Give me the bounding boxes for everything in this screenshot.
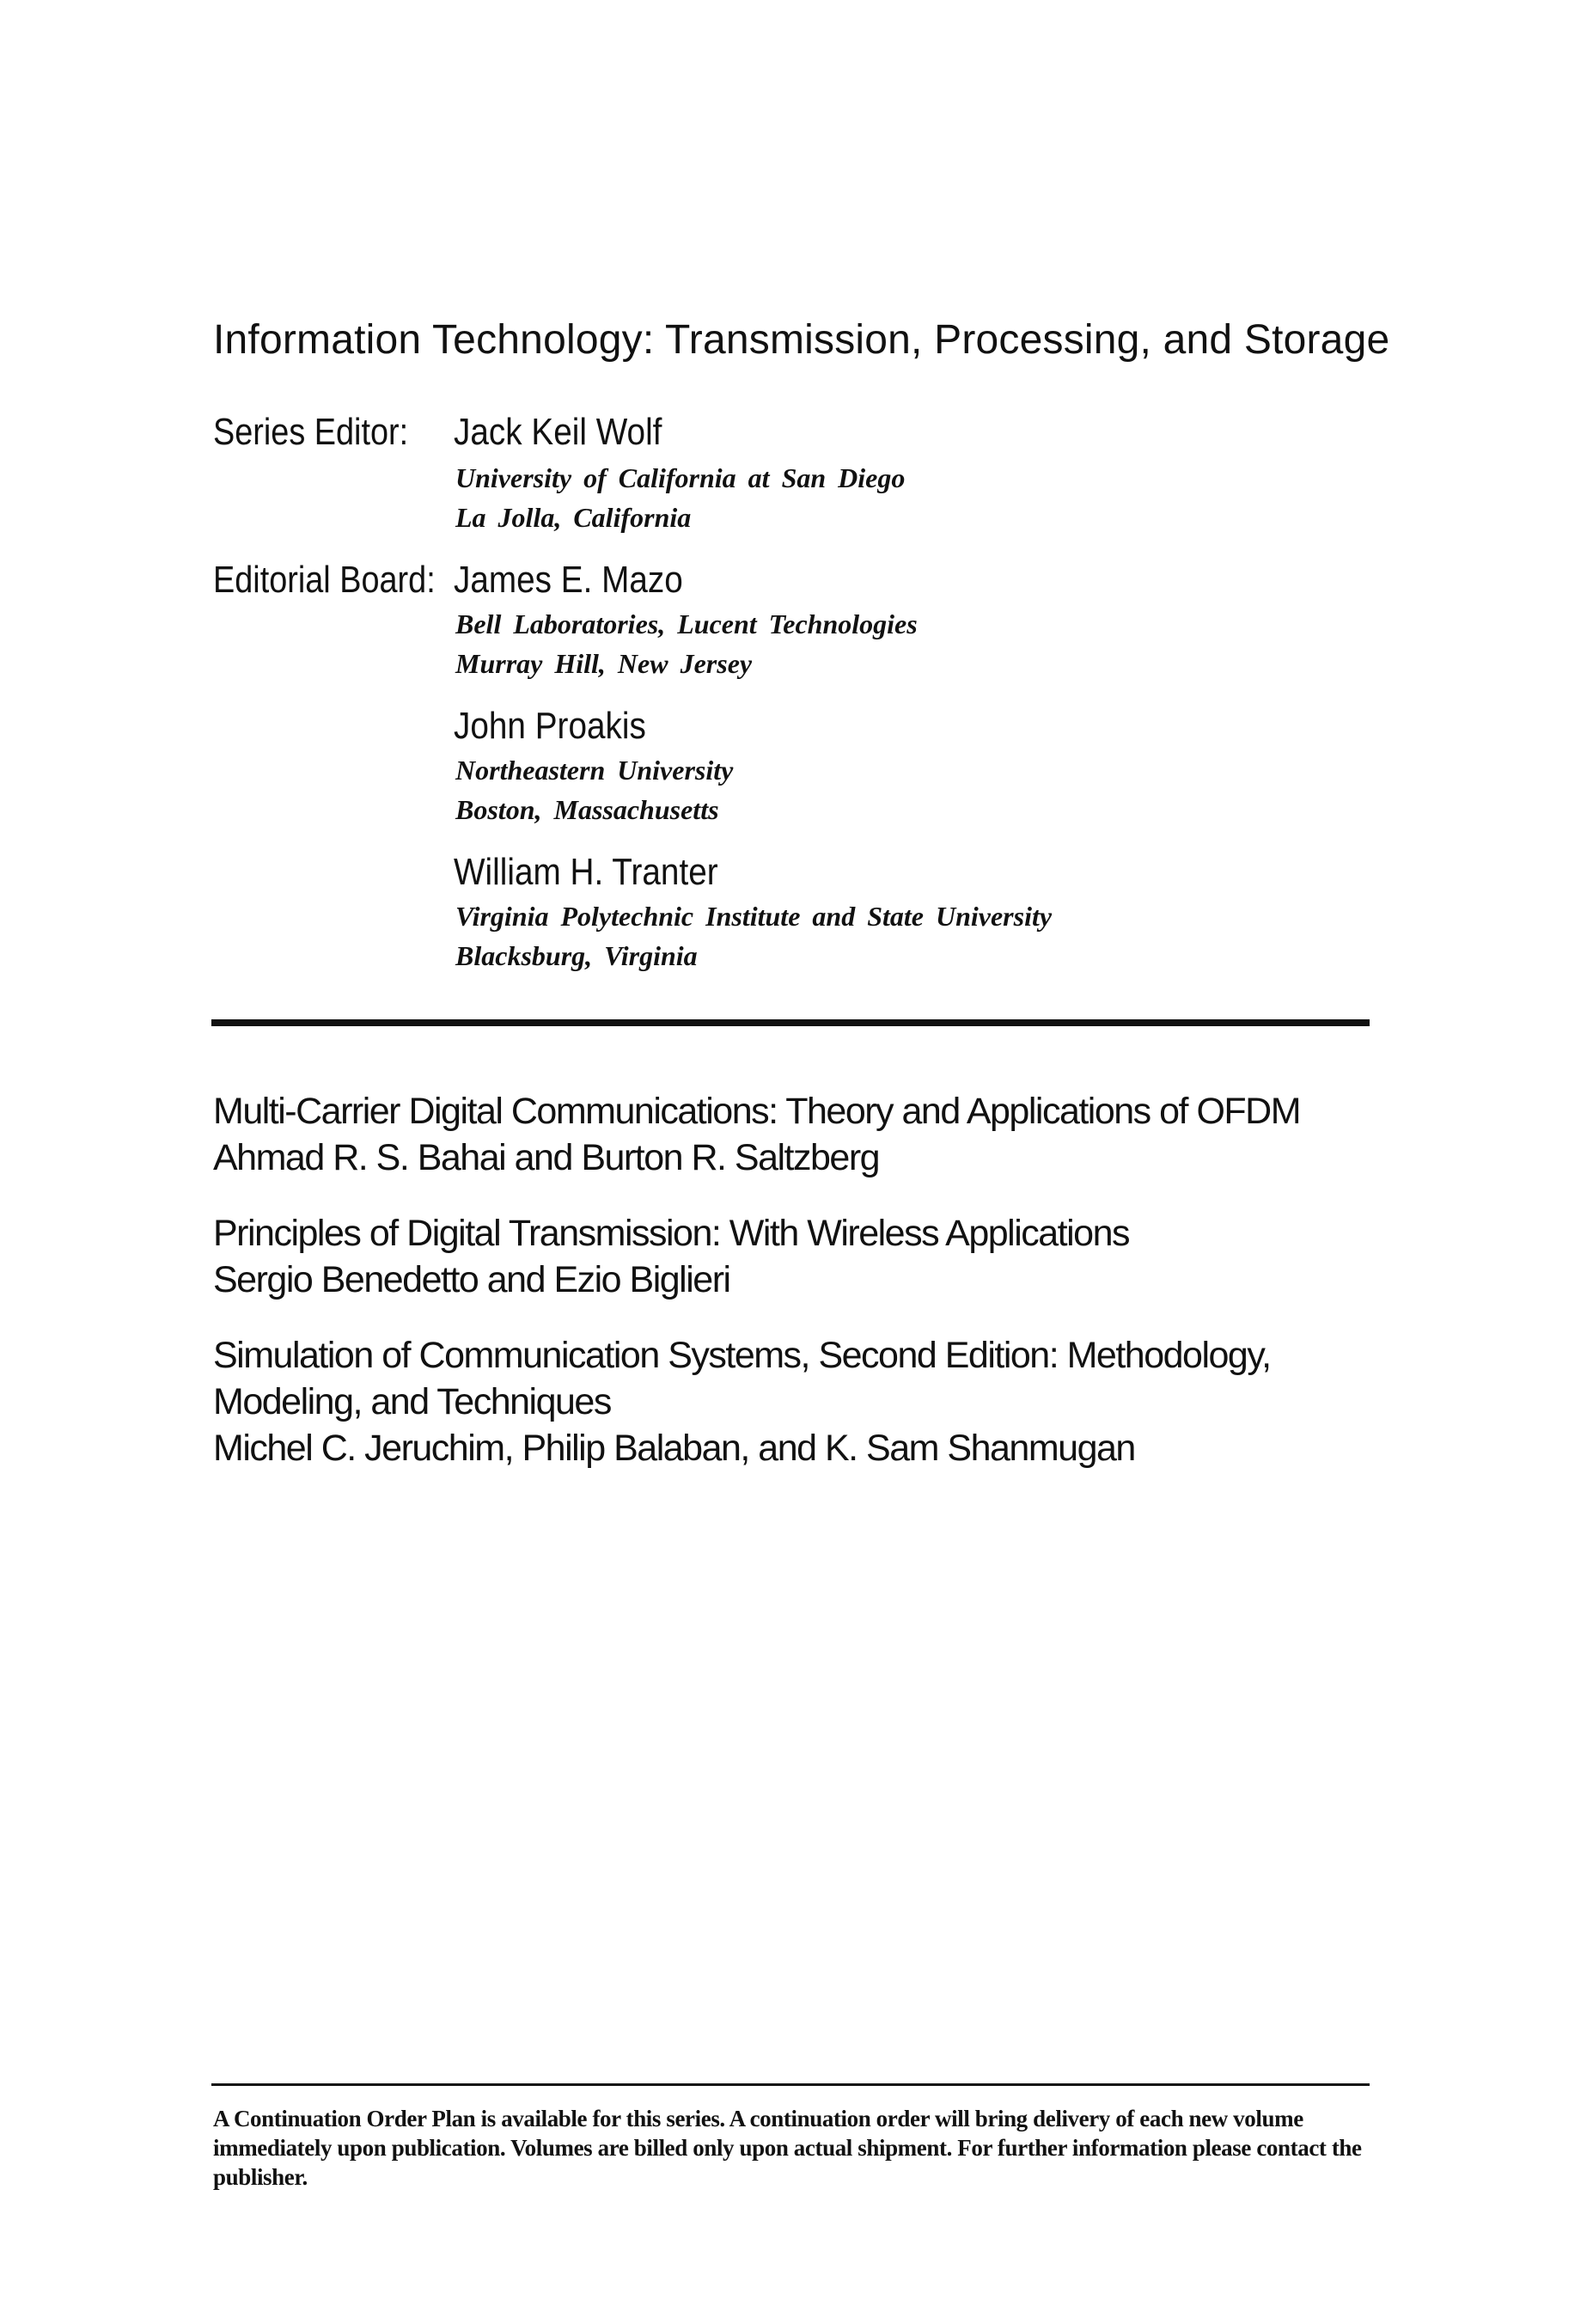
board-member-affiliation: Bell Laboratories, Lucent Technologies: [455, 609, 918, 639]
book-title: Simulation of Communication Systems, Second Edition: Methodology,: [213, 1335, 1271, 1376]
book-entry: [213, 1332, 1271, 1471]
book-title-continued: Modeling, and Techniques: [213, 1381, 611, 1422]
board-member-name: William H. Tranter: [454, 851, 718, 893]
board-member-name: John Proakis: [454, 705, 646, 747]
section-divider: [211, 1019, 1370, 1026]
book-entry: [213, 1088, 1300, 1181]
footnote-divider: [211, 2083, 1370, 2086]
series-editor-label: Series Editor:: [213, 411, 409, 453]
book-title: Multi-Carrier Digital Communications: Theory and Applications of OFDM: [213, 1091, 1301, 1132]
board-member-location: Murray Hill, New Jersey: [455, 648, 753, 679]
book-authors: Sergio Benedetto and Ezio Biglieri: [213, 1259, 730, 1300]
board-member-affiliation: Virginia Polytechnic Institute and State University: [455, 901, 1053, 932]
board-member-name: James E. Mazo: [454, 559, 683, 601]
series-editor-location: La Jolla, California: [455, 502, 692, 533]
board-member-affiliation: Northeastern University: [455, 755, 734, 786]
book-entry: [213, 1210, 1129, 1303]
book-authors: Michel C. Jeruchim, Philip Balaban, and K. Sam Shanmugan: [213, 1428, 1135, 1469]
book-authors: Ahmad R. S. Bahai and Burton R. Saltzberg: [213, 1137, 880, 1178]
series-editor-name: Jack Keil Wolf: [454, 411, 662, 453]
board-member-location: Boston, Massachusetts: [455, 794, 719, 825]
board-member-location: Blacksburg, Virginia: [455, 940, 698, 971]
book-title: Principles of Digital Transmission: With Wireless Applications: [213, 1213, 1130, 1254]
editorial-board-label: Editorial Board:: [213, 559, 436, 601]
series-editor-affiliation: University of California at San Diego: [455, 462, 906, 493]
series-title: Information Technology: Transmission, Processing, and Storage: [213, 317, 1390, 363]
continuation-order-note: A Continuation Order Plan is available for this series. A continuation order will bring delivery of each new volume immediately upon publication. Volumes are billed only upon actual shipment. For further information please contact the publisher.: [213, 2106, 1362, 2190]
